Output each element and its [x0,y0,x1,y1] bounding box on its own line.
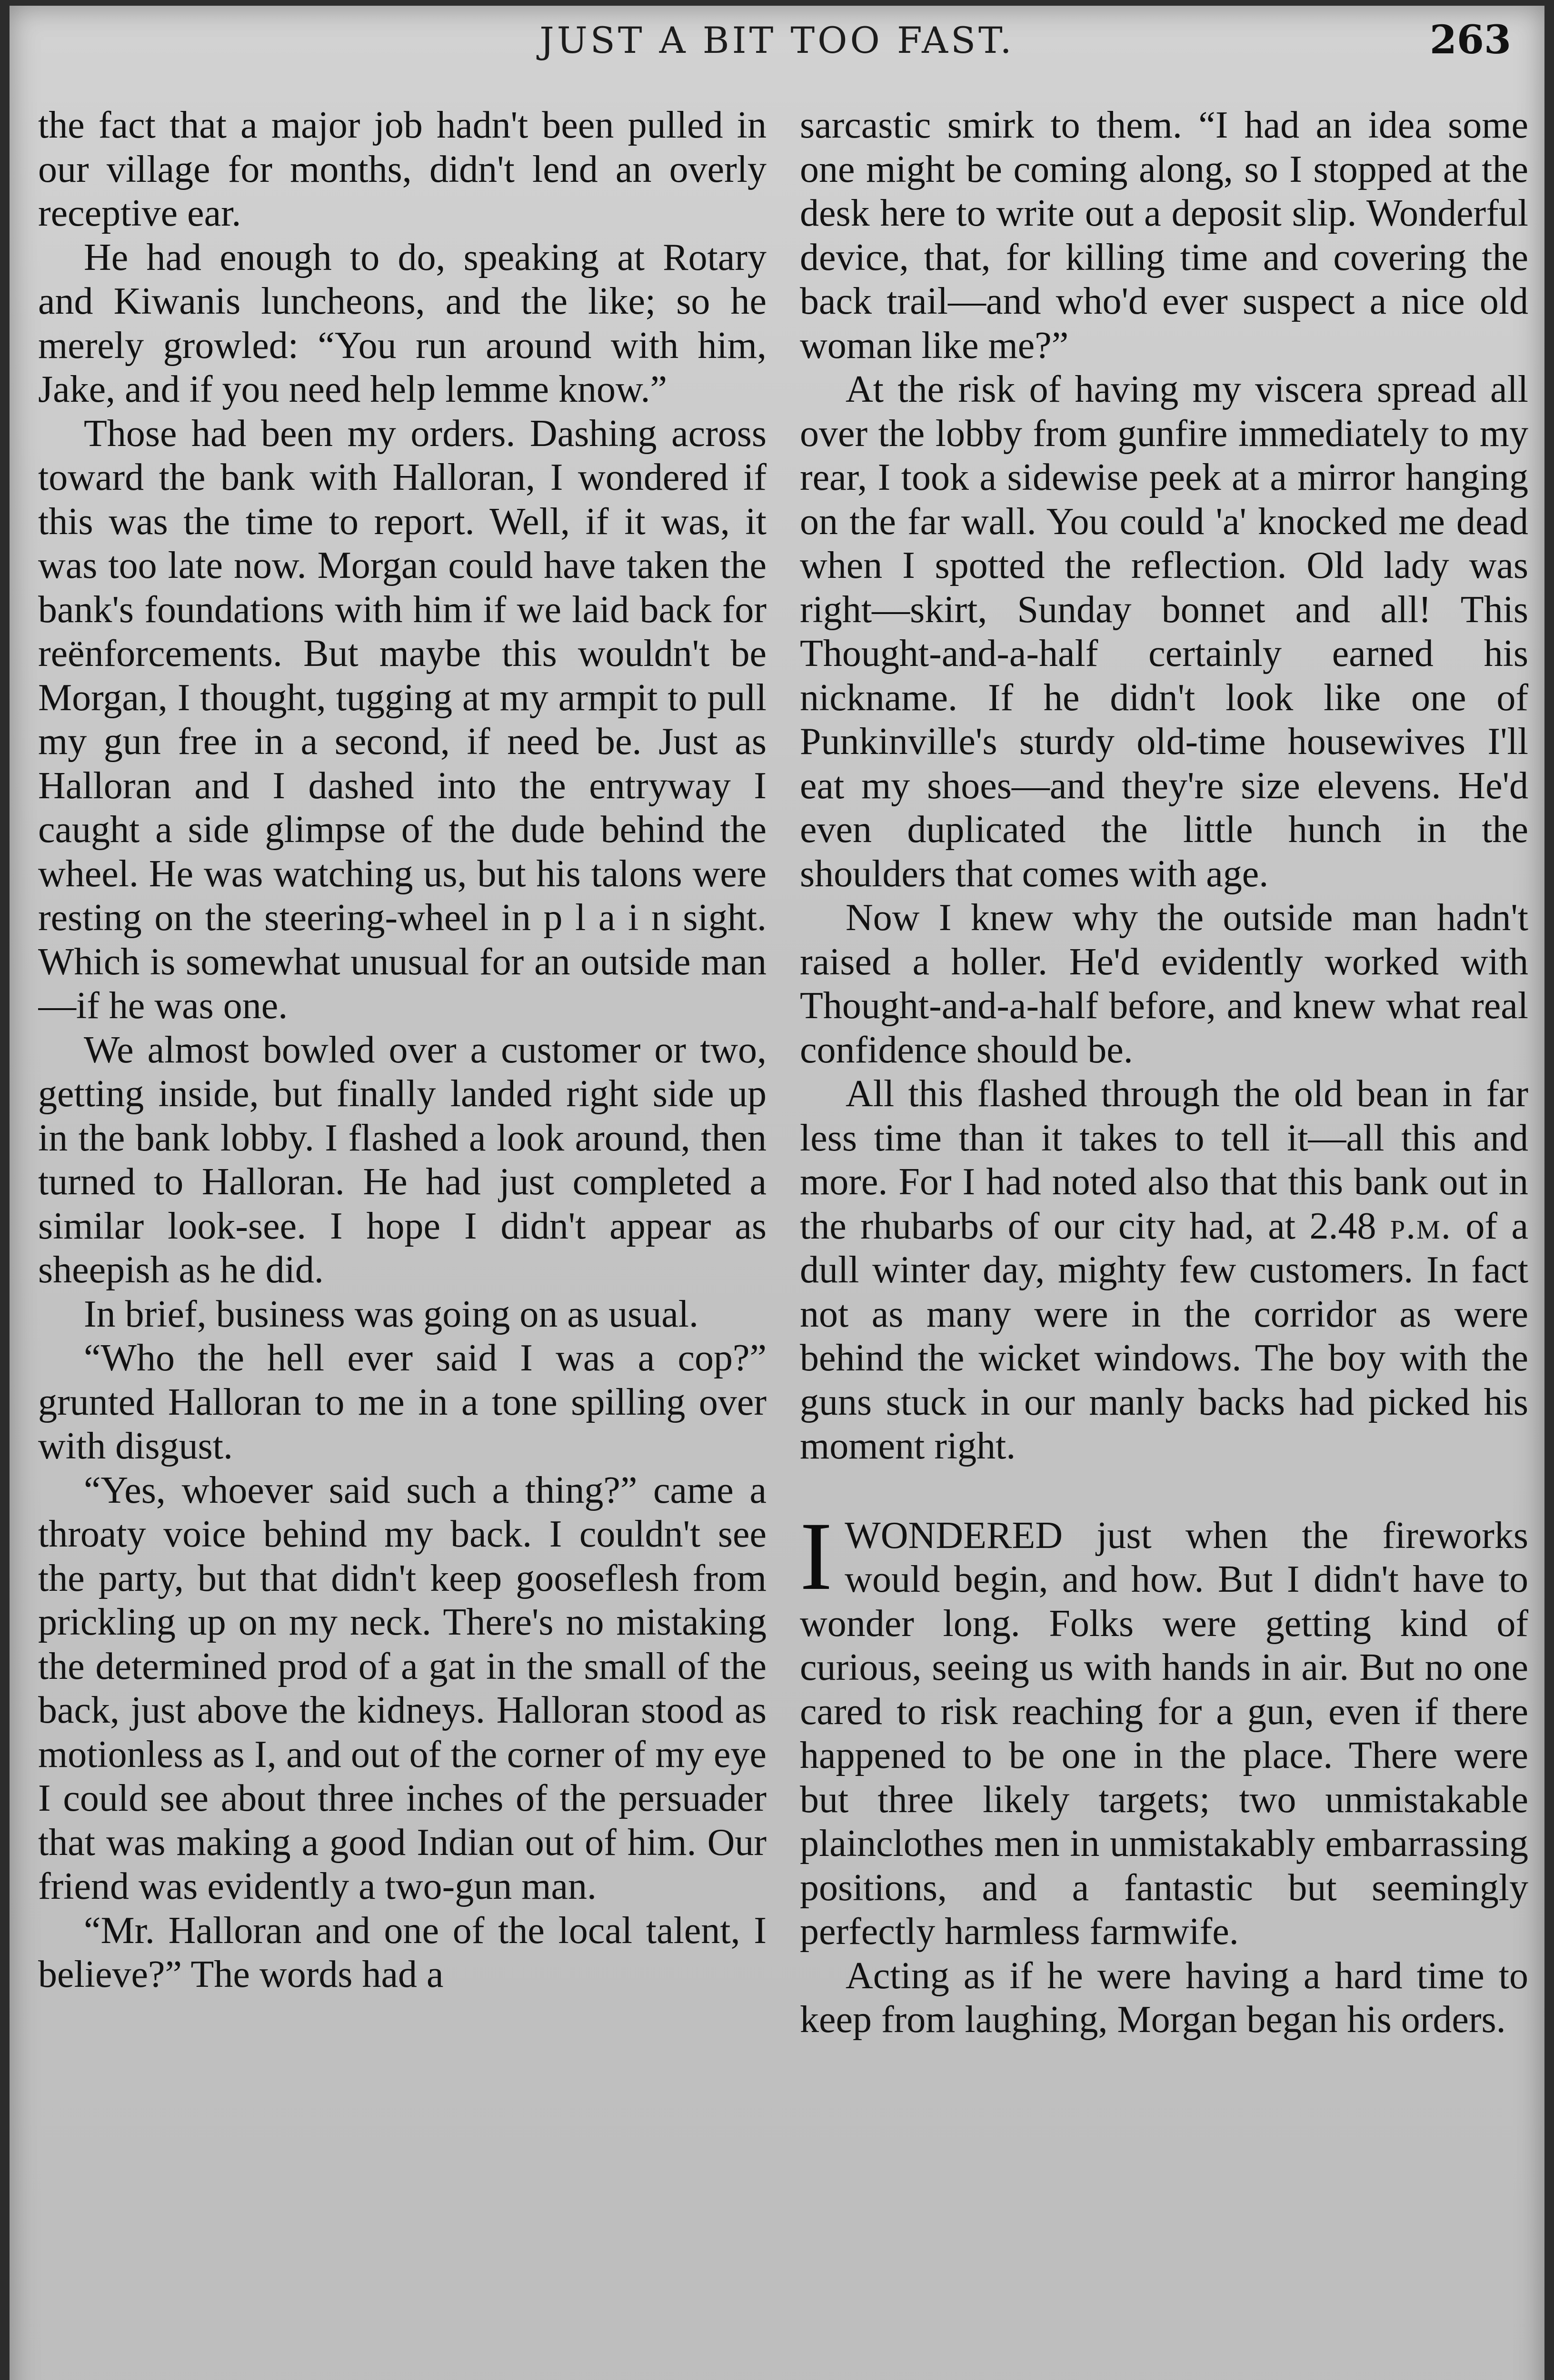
paragraph-text: of a dull winter day, mighty few customers. In fact not as many were in the corridor as were behind the wicket windows. The boy with the guns stuck in our manly backs had picked his moment right. [800,1205,1528,1467]
paragraph: In brief, business was going on as usual. [84,1293,698,1335]
paragraph-continued: the fact that a major job hadn't been pulled in our village for months, didn't lend an overly receptive ear. [38,104,767,234]
paragraph: He had enough to do, speaking at Rotary and Kiwanis luncheons, and the like; so he merely growled: “You run around with him, Jake, and if you need help lemme know.” [38,236,767,410]
magazine-page [10,6,1544,2380]
time-pm: p.m. [1390,1205,1452,1247]
paragraph: Now I knew why the outside man hadn't raised a holler. He'd evidently worked with Thought-and-a-half before, and knew what real confidence should be. [800,897,1528,1071]
paragraph-text: All this flashed through the old bean in far less time than it takes to tell it—all this and more. For I had noted also that this bank out in the rhubarbs of our city had, at 2.48 [800,1073,1528,1247]
paragraph-text: just when the fireworks would begin, and how. But I didn't have to wonder long. Folks were getting kind of curious, seeing us with hands in air. But no one cared to risk reaching for a gun, even if there happened to be one in the place. There were but three likely targets; two unmistakable plainclothes men in unmistakably embarrassing positions, and a fantastic but seemingly perfectly harmless farmwife. [800,1514,1528,1953]
left-column [38,103,767,2380]
paragraph: “Yes, whoever said such a thing?” came a throaty voice behind my back. I couldn't see the party, but that didn't keep gooseflesh from prickling up on my neck. There's no mistaking the determined prod of a gat in the small of the back, just above the kidneys. Halloran stood as motionless as I, and out of the corner of my eye I could see about three inches of the persuader that was making a good Indian out of him. Our friend was evidently a two-gun man. [38,1469,767,1907]
lead-in-word: WONDERED [845,1514,1063,1557]
running-title: JUST A BIT TOO FAST. [539,19,1015,61]
drop-cap: I [800,1502,833,1610]
page-number: 263 [1429,17,1511,63]
paragraph: We almost bowled over a customer or two, getting inside, but finally landed right side up in the bank lobby. I flashed a look around, then turned to Halloran. He had just completed a similar look-see. I hope I didn't appear as sheepish as he did. [38,1029,767,1291]
paragraph: “Mr. Halloran and one of the local talent, I believe?” The words had a [38,1909,767,1995]
running-head [10,14,1544,71]
paragraph: At the risk of having my viscera spread all over the lobby from gunfire immediately to my rear, I took a sidewise peek at a mirror hanging on the far wall. You could 'a' knocked me dead when I spotted the reflection. Old lady was right—skirt, Sunday bonnet and all! This Thought-and-a-half certainly earned his nickname. If he didn't look like one of Punkinville's sturdy old-time housewives I'll eat my shoes—and they're size elevens. He'd even duplicated the little hunch in the shoulders that comes with age. [800,368,1528,895]
section-break [800,1468,1528,1514]
paragraph: Those had been my orders. Dashing across toward the bank with Halloran, I wondered if this was the time to report. Well, if it was, it was too late now. Morgan could have taken the bank's foundations with him if we laid back for reënforcements. But maybe this wouldn't be Morgan, I thought, tugging at my armpit to pull my gun free in a second, if need be. Just as Halloran and I dashed into the entryway I caught a side glimpse of the dude behind the wheel. He was watching us, but his talons were resting on the steering-wheel in p l a i n sight. Which is somewhat unusual for an outside man—if he was one. [38,412,767,1027]
paragraph: “Who the hell ever said I was a cop?” grunted Halloran to me in a tone spilling over with disgust. [38,1337,767,1467]
paragraph: Acting as if he were having a hard time to keep from laughing, Morgan began his orders. [800,1954,1528,2041]
paragraph [800,1072,1528,1468]
paragraph-continued: sarcastic smirk to them. “I had an idea some one might be coming along, so I stopped at the desk here to write out a deposit slip. Wonderful device, that, for killing time and covering the back trail—and who'd ever suspect a nice old woman like me?” [800,104,1528,367]
right-column [800,103,1528,2380]
section-opening-paragraph [800,1502,1528,1954]
